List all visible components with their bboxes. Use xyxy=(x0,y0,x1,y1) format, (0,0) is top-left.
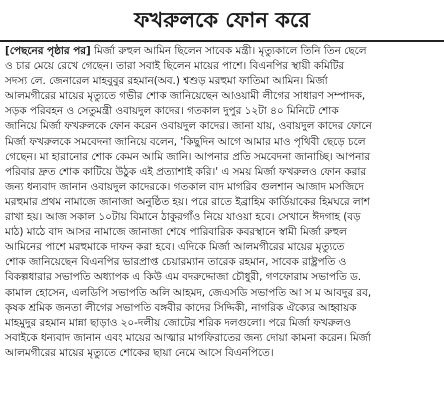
article-line: মাঠ) মাঠে বাদ আসর নামাজে জানাজা শেষে পারিবারিক কবরস্থানে স্বামী মির্জা রুহুল xyxy=(5,226,347,239)
article-line: আলমগীরের মায়ের মৃত্যুতে শোকের ছায়া নেমে আসে বিএনপিতে। xyxy=(5,346,274,359)
headline-rule xyxy=(0,40,444,42)
article-line: গেছেন। মা হারানোর শোক কেমন আমি জানি। আপনার প্রতি সমবেদনা জানাচ্ছি। আপনার xyxy=(5,150,371,163)
article-line: বিকল্পধারার সভাপতি অধ্যাপক এ কিউ এম বদরুদ্দোজা চৌধুরী, গণফোরাম সভাপতি ড. xyxy=(5,271,362,284)
article-line: ও চার মেয়ে রেখে গেছেন। তারা সবাই ছিলেন মায়ের পাশে। বিএনপির স্থায়ী কমিটির xyxy=(5,60,345,73)
article-line: মির্জা ফখরুলকে সমবেদনা জানিয়ে বলেন, 'কিছুদিন আগে আমার মাও পৃথিবী ছেড়ে চলে xyxy=(5,135,366,148)
article-line: রাখা হয়। আজ সকাল ১০টায় বিমানে ঠাকুরগাঁও নিয়ে যাওয়া হবে। সেখানে ঈদগাহ (বড় xyxy=(5,211,361,224)
article-line: সবাইকে ধন্যবাদ জানান এবং মায়ের আত্মার মাগফিরাতের জন্য দোয়া কামনা করেন। মির্জা xyxy=(5,331,371,344)
article-line: আলমগীরের মায়ের মৃত্যুতে গভীর শোক জানিয়েছেন আওয়ামী লীগের সাধারণ সম্পাদক, xyxy=(5,90,366,103)
headline: ফখরুলকে ফোন করে xyxy=(134,8,310,32)
article-line: সদস্য লে. জেনারেল মাহবুবুর রহমান(অব.) শ্বশুড় মরহুমা ফাতিমা আমিন। মির্জা xyxy=(5,75,328,88)
article-line: মাহমুদুর রহমান মান্না ছাড়াও ২০-দলীয় জোটের শরিক দলগুলো। পরে মির্জা ফখরুলও xyxy=(5,316,352,329)
article-line: কামাল হোসেন, এলডিপি সভাপতি অলি আহমদ, জেএসডি সভাপতি আ স ম আবদুর রব, xyxy=(5,286,372,299)
article-line: সড়ক পরিবহন ও সেতুমন্ত্রী ওবায়দুল কাদের। গতকাল দুপুর ১২টা ৪০ মিনিটে শোক xyxy=(5,105,339,118)
article-line xyxy=(5,44,441,59)
article-line: জন্য ধন্যবাদ জানান ওবায়দুল কাদেরকে। গতকাল বাদ মাগরিব গুলশান আজাদ মসজিদে xyxy=(5,180,364,193)
article-line: কৃষক শ্রমিক জনতা লীগের সভাপতি বঙ্গবীর কাদের সিদ্দিকী, নাগরিক ঐক্যের আহ্বায়ক xyxy=(5,301,357,314)
continuation-label: [পেছনের পৃষ্ঠার পর] xyxy=(5,45,91,57)
article-line: আমিনের পাশে মরহুমাকে দাফন করা হবে। এদিকে মির্জা আলমগীরের মায়ের মৃত্যুতে xyxy=(5,241,345,254)
article-line: মরহুমার প্রথম নামাজে জানাজা অনুষ্ঠিত হয়। পরে রাতে ইব্রাহিম কার্ডিয়াকের হিমঘরে লাশ xyxy=(5,195,370,208)
article-line: শোক জানিয়েছেন বিএনপির ভারপ্রাপ্ত চেয়ারম্যান তারেক রহমান, সাবেক রাষ্ট্রপতি ও xyxy=(5,256,347,269)
article-line: জানিয়ে মির্জা ফখরুলকে ফোন করেন ওবায়দুল কাদের। জানা যায়, ওবায়দুল কাদের ফোনে xyxy=(5,120,372,133)
article-line: পরিবার দ্রুত শোক কাটিয়ে উঠুক এই প্রত্যাশাই করি।' এ সময় মির্জা ফখরুলও ফোন করার xyxy=(5,165,367,178)
line-text: মির্জা রুহুল আমিন ছিলেন সাবেক মন্ত্রী। মৃত্যুকালে তিনি তিন ছেলে xyxy=(94,45,367,57)
article-body xyxy=(5,44,441,361)
